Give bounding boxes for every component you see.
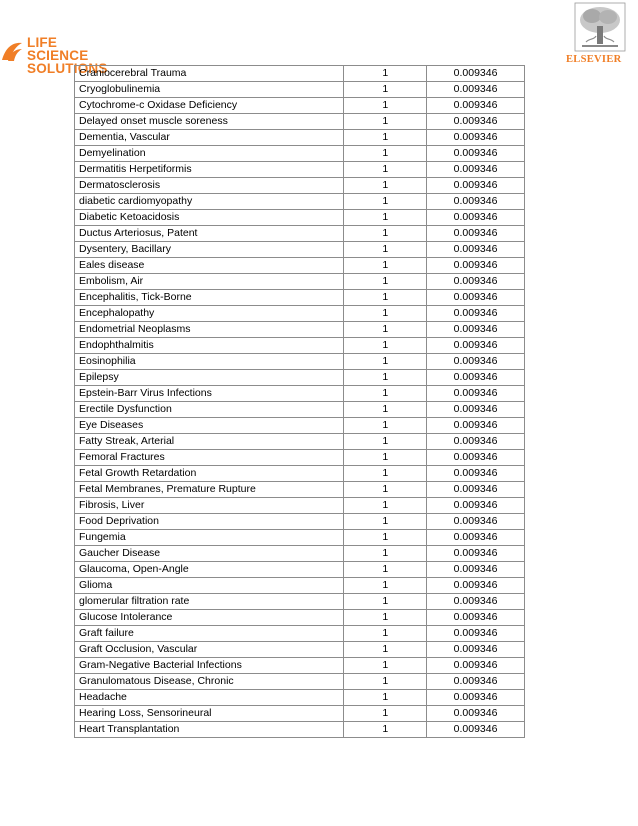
table-row xyxy=(75,482,525,498)
flame-icon xyxy=(0,40,24,64)
row-name-cell: Epstein-Barr Virus Infections xyxy=(75,386,344,402)
row-value-cell: 0.009346 xyxy=(427,690,525,706)
row-value-cell: 0.009346 xyxy=(427,82,525,98)
row-name-cell: Gram-Negative Bacterial Infections xyxy=(75,658,344,674)
row-count-cell: 1 xyxy=(344,66,427,82)
row-name-cell: Fungemia xyxy=(75,530,344,546)
row-name-cell: Dysentery, Bacillary xyxy=(75,242,344,258)
row-name-cell: Graft Occlusion, Vascular xyxy=(75,642,344,658)
table-row xyxy=(75,66,525,82)
row-count-cell: 1 xyxy=(344,498,427,514)
table-row xyxy=(75,706,525,722)
table-row xyxy=(75,690,525,706)
row-value-cell: 0.009346 xyxy=(427,66,525,82)
row-value-cell: 0.009346 xyxy=(427,418,525,434)
row-count-cell: 1 xyxy=(344,130,427,146)
table-body xyxy=(75,66,525,738)
row-name-cell: Dermatosclerosis xyxy=(75,178,344,194)
table-row xyxy=(75,98,525,114)
row-value-cell: 0.009346 xyxy=(427,226,525,242)
row-name-cell: Epilepsy xyxy=(75,370,344,386)
row-value-cell: 0.009346 xyxy=(427,98,525,114)
row-value-cell: 0.009346 xyxy=(427,642,525,658)
row-value-cell: 0.009346 xyxy=(427,402,525,418)
row-name-cell: Endometrial Neoplasms xyxy=(75,322,344,338)
row-value-cell: 0.009346 xyxy=(427,722,525,738)
table-row xyxy=(75,578,525,594)
row-count-cell: 1 xyxy=(344,338,427,354)
table-row xyxy=(75,178,525,194)
row-count-cell: 1 xyxy=(344,674,427,690)
row-value-cell: 0.009346 xyxy=(427,530,525,546)
row-name-cell: Fetal Growth Retardation xyxy=(75,466,344,482)
row-count-cell: 1 xyxy=(344,402,427,418)
row-name-cell: Dementia, Vascular xyxy=(75,130,344,146)
row-count-cell: 1 xyxy=(344,386,427,402)
table-row xyxy=(75,530,525,546)
table-row xyxy=(75,418,525,434)
row-count-cell: 1 xyxy=(344,690,427,706)
row-name-cell: Femoral Fractures xyxy=(75,450,344,466)
table-row xyxy=(75,290,525,306)
table-row xyxy=(75,450,525,466)
row-name-cell: Diabetic Ketoacidosis xyxy=(75,210,344,226)
row-name-cell: Glucose Intolerance xyxy=(75,610,344,626)
row-value-cell: 0.009346 xyxy=(427,626,525,642)
row-count-cell: 1 xyxy=(344,178,427,194)
row-name-cell: Cytochrome-c Oxidase Deficiency xyxy=(75,98,344,114)
row-count-cell: 1 xyxy=(344,514,427,530)
row-count-cell: 1 xyxy=(344,450,427,466)
row-count-cell: 1 xyxy=(344,722,427,738)
row-value-cell: 0.009346 xyxy=(427,658,525,674)
row-count-cell: 1 xyxy=(344,82,427,98)
row-value-cell: 0.009346 xyxy=(427,146,525,162)
table-row xyxy=(75,546,525,562)
row-count-cell: 1 xyxy=(344,466,427,482)
row-name-cell: Food Deprivation xyxy=(75,514,344,530)
table-row xyxy=(75,722,525,738)
table-row xyxy=(75,674,525,690)
row-count-cell: 1 xyxy=(344,258,427,274)
table-row xyxy=(75,658,525,674)
row-name-cell: Granulomatous Disease, Chronic xyxy=(75,674,344,690)
row-count-cell: 1 xyxy=(344,658,427,674)
row-count-cell: 1 xyxy=(344,210,427,226)
row-count-cell: 1 xyxy=(344,322,427,338)
row-name-cell: Embolism, Air xyxy=(75,274,344,290)
row-name-cell: Fibrosis, Liver xyxy=(75,498,344,514)
table-row xyxy=(75,386,525,402)
row-name-cell: Glioma xyxy=(75,578,344,594)
table-row xyxy=(75,210,525,226)
row-value-cell: 0.009346 xyxy=(427,306,525,322)
row-value-cell: 0.009346 xyxy=(427,130,525,146)
row-name-cell: Cryoglobulinemia xyxy=(75,82,344,98)
row-count-cell: 1 xyxy=(344,578,427,594)
table-row xyxy=(75,354,525,370)
table-row xyxy=(75,226,525,242)
row-name-cell: Erectile Dysfunction xyxy=(75,402,344,418)
row-count-cell: 1 xyxy=(344,642,427,658)
data-table xyxy=(74,65,525,738)
logo-text-line2: SOLUTIONS xyxy=(27,61,108,76)
row-value-cell: 0.009346 xyxy=(427,578,525,594)
row-name-cell: Gaucher Disease xyxy=(75,546,344,562)
row-name-cell: Craniocerebral Trauma xyxy=(75,66,344,82)
row-value-cell: 0.009346 xyxy=(427,322,525,338)
row-name-cell: Eosinophilia xyxy=(75,354,344,370)
row-value-cell: 0.009346 xyxy=(427,546,525,562)
table-row xyxy=(75,322,525,338)
table-row xyxy=(75,242,525,258)
row-value-cell: 0.009346 xyxy=(427,610,525,626)
row-name-cell: Fatty Streak, Arterial xyxy=(75,434,344,450)
row-count-cell: 1 xyxy=(344,610,427,626)
row-count-cell: 1 xyxy=(344,706,427,722)
table-row xyxy=(75,626,525,642)
row-count-cell: 1 xyxy=(344,194,427,210)
row-name-cell: Endophthalmitis xyxy=(75,338,344,354)
table-row xyxy=(75,146,525,162)
table-row xyxy=(75,306,525,322)
row-count-cell: 1 xyxy=(344,290,427,306)
row-value-cell: 0.009346 xyxy=(427,194,525,210)
row-value-cell: 0.009346 xyxy=(427,274,525,290)
table-row xyxy=(75,642,525,658)
row-value-cell: 0.009346 xyxy=(427,290,525,306)
row-value-cell: 0.009346 xyxy=(427,706,525,722)
table-row xyxy=(75,130,525,146)
table-row xyxy=(75,594,525,610)
row-value-cell: 0.009346 xyxy=(427,434,525,450)
row-count-cell: 1 xyxy=(344,370,427,386)
row-name-cell: Demyelination xyxy=(75,146,344,162)
row-value-cell: 0.009346 xyxy=(427,562,525,578)
row-count-cell: 1 xyxy=(344,546,427,562)
row-value-cell: 0.009346 xyxy=(427,498,525,514)
row-name-cell: Eye Diseases xyxy=(75,418,344,434)
table-row xyxy=(75,162,525,178)
row-value-cell: 0.009346 xyxy=(427,258,525,274)
row-count-cell: 1 xyxy=(344,418,427,434)
row-name-cell: Encephalitis, Tick-Borne xyxy=(75,290,344,306)
row-value-cell: 0.009346 xyxy=(427,514,525,530)
table-row xyxy=(75,562,525,578)
row-count-cell: 1 xyxy=(344,594,427,610)
logo-text-line1: LIFE SCIENCE xyxy=(27,35,89,63)
row-name-cell: Encephalopathy xyxy=(75,306,344,322)
table-row xyxy=(75,610,525,626)
row-value-cell: 0.009346 xyxy=(427,242,525,258)
row-name-cell: Eales disease xyxy=(75,258,344,274)
tree-icon xyxy=(574,2,626,52)
row-count-cell: 1 xyxy=(344,146,427,162)
row-value-cell: 0.009346 xyxy=(427,338,525,354)
row-count-cell: 1 xyxy=(344,242,427,258)
row-count-cell: 1 xyxy=(344,354,427,370)
row-value-cell: 0.009346 xyxy=(427,450,525,466)
elsevier-wordmark: ELSEVIER xyxy=(566,54,622,65)
row-count-cell: 1 xyxy=(344,162,427,178)
row-name-cell: Ductus Arteriosus, Patent xyxy=(75,226,344,242)
row-name-cell: glomerular filtration rate xyxy=(75,594,344,610)
table-row xyxy=(75,498,525,514)
row-value-cell: 0.009346 xyxy=(427,178,525,194)
row-value-cell: 0.009346 xyxy=(427,210,525,226)
table-row xyxy=(75,338,525,354)
table-row xyxy=(75,114,525,130)
table-row xyxy=(75,434,525,450)
table-row xyxy=(75,514,525,530)
row-count-cell: 1 xyxy=(344,306,427,322)
table-row xyxy=(75,258,525,274)
row-count-cell: 1 xyxy=(344,530,427,546)
row-count-cell: 1 xyxy=(344,114,427,130)
table-row xyxy=(75,194,525,210)
row-value-cell: 0.009346 xyxy=(427,162,525,178)
row-name-cell: Dermatitis Herpetiformis xyxy=(75,162,344,178)
row-count-cell: 1 xyxy=(344,562,427,578)
row-name-cell: Headache xyxy=(75,690,344,706)
row-name-cell: Hearing Loss, Sensorineural xyxy=(75,706,344,722)
table-row xyxy=(75,402,525,418)
row-value-cell: 0.009346 xyxy=(427,482,525,498)
row-value-cell: 0.009346 xyxy=(427,354,525,370)
row-name-cell: Glaucoma, Open-Angle xyxy=(75,562,344,578)
row-name-cell: Graft failure xyxy=(75,626,344,642)
row-count-cell: 1 xyxy=(344,226,427,242)
row-count-cell: 1 xyxy=(344,482,427,498)
row-count-cell: 1 xyxy=(344,274,427,290)
row-value-cell: 0.009346 xyxy=(427,386,525,402)
row-name-cell: Heart Transplantation xyxy=(75,722,344,738)
table-row xyxy=(75,274,525,290)
row-name-cell: Delayed onset muscle soreness xyxy=(75,114,344,130)
row-count-cell: 1 xyxy=(344,434,427,450)
table-row xyxy=(75,466,525,482)
row-value-cell: 0.009346 xyxy=(427,370,525,386)
row-value-cell: 0.009346 xyxy=(427,114,525,130)
row-count-cell: 1 xyxy=(344,626,427,642)
row-name-cell: Fetal Membranes, Premature Rupture xyxy=(75,482,344,498)
elsevier-logo xyxy=(566,2,638,70)
row-value-cell: 0.009346 xyxy=(427,466,525,482)
table-row xyxy=(75,370,525,386)
row-name-cell: diabetic cardiomyopathy xyxy=(75,194,344,210)
table-row xyxy=(75,82,525,98)
row-count-cell: 1 xyxy=(344,98,427,114)
row-value-cell: 0.009346 xyxy=(427,674,525,690)
row-value-cell: 0.009346 xyxy=(427,594,525,610)
